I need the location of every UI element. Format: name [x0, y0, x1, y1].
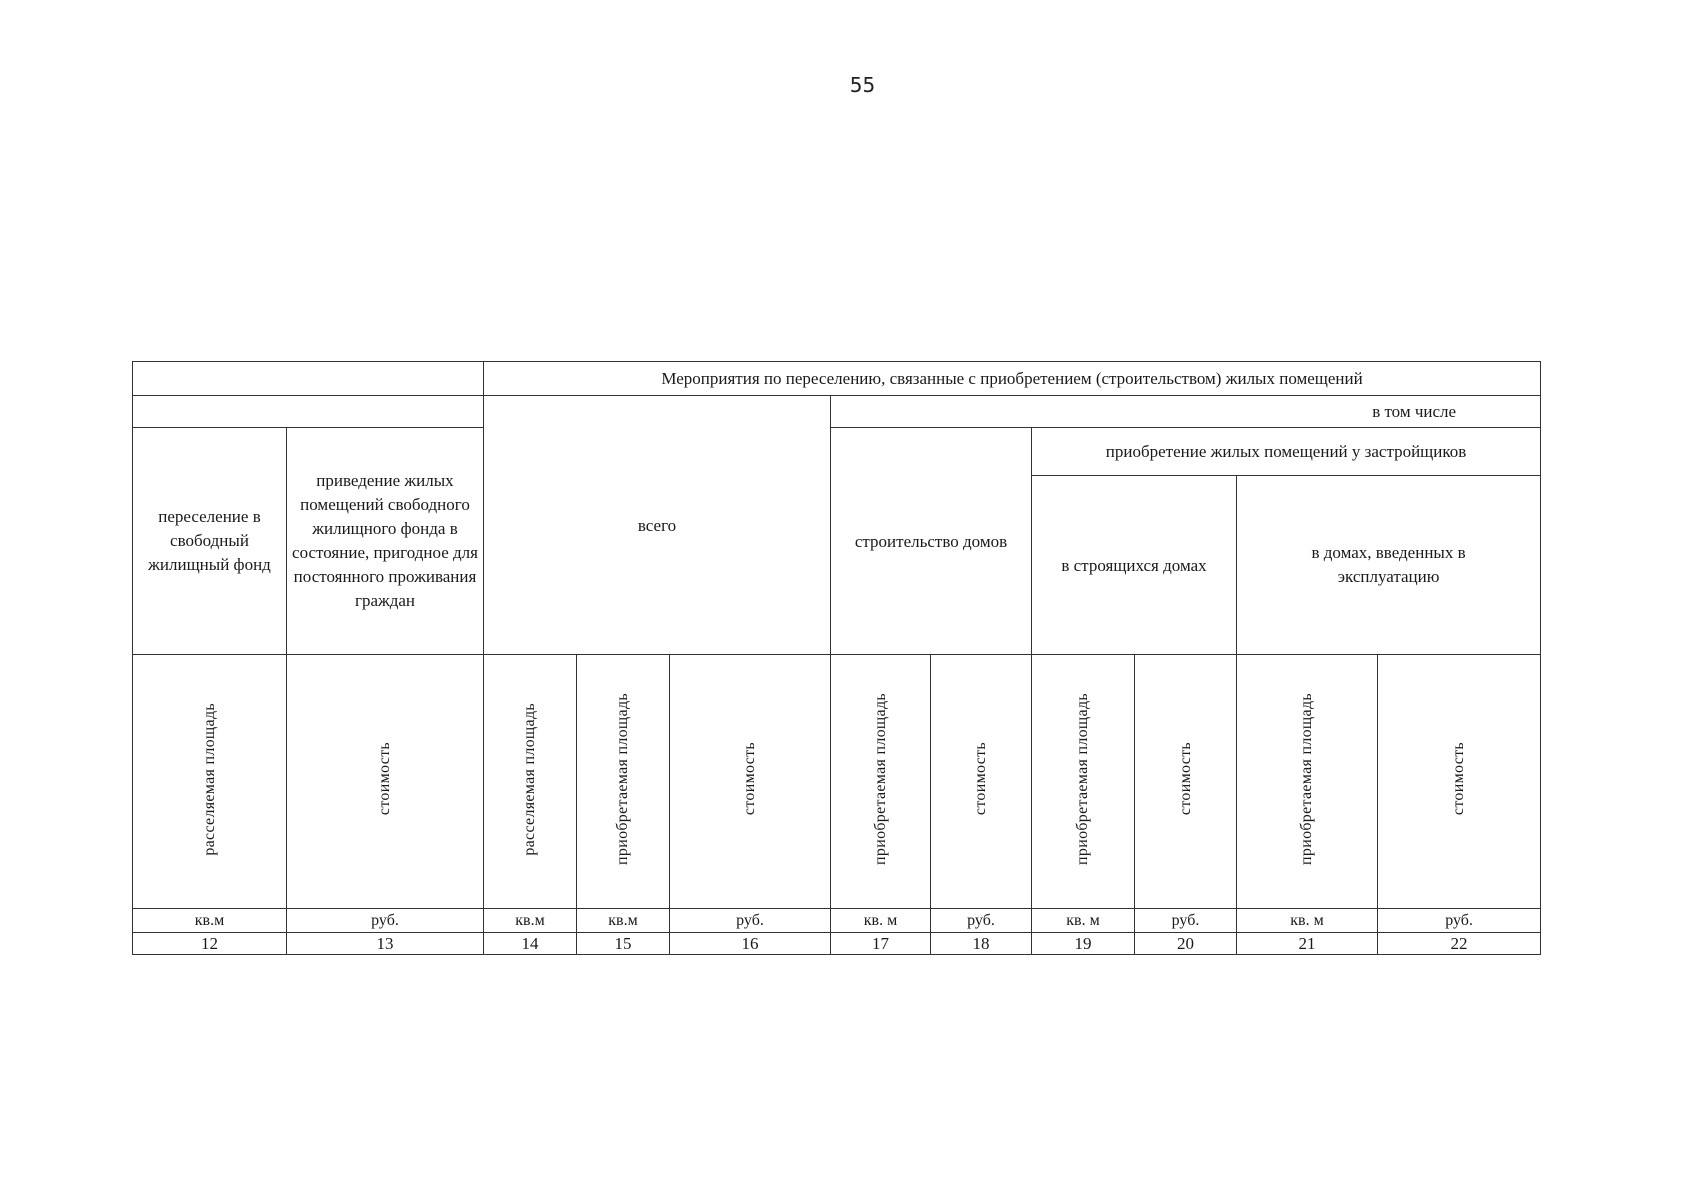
- column-header-16: [670, 655, 831, 909]
- vertical-label: расселяемая площадь: [521, 702, 538, 856]
- page-number: 55: [849, 73, 876, 97]
- unit-cell: руб.: [670, 909, 831, 933]
- column-header-12: [133, 655, 287, 909]
- column-number: 17: [831, 933, 931, 955]
- column-header-13: [287, 655, 484, 909]
- column-header-22: [1378, 655, 1541, 909]
- vertical-label: стоимость: [741, 742, 758, 816]
- house-construction-header: строительство домов: [831, 428, 1032, 655]
- unit-cell: руб.: [287, 909, 484, 933]
- under-construction-header: в строящихся домах: [1032, 476, 1237, 655]
- column-number: 15: [577, 933, 670, 955]
- vertical-label: стоимость: [1450, 742, 1468, 816]
- acquisition-developers-header: приобретение жилых помещений у застройщиков: [1032, 428, 1541, 476]
- column-header-15: [577, 655, 670, 909]
- resettlement-free-fund-header: переселение в свободный жилищный фонд: [133, 428, 287, 655]
- vertical-label: стоимость: [376, 742, 393, 816]
- in-total-header: в том числе: [831, 396, 1541, 428]
- empty-header-cell: [133, 362, 484, 396]
- column-header-17: [831, 655, 931, 909]
- unit-cell: кв. м: [1237, 909, 1378, 933]
- column-number: 13: [287, 933, 484, 955]
- vertical-label: приобретаемая площадь: [871, 693, 889, 865]
- vertical-label: стоимость: [1176, 742, 1194, 816]
- unit-cell: кв. м: [1032, 909, 1135, 933]
- vertical-label: приобретаемая площадь: [1074, 693, 1091, 865]
- unit-cell: руб.: [1135, 909, 1237, 933]
- unit-cell: руб.: [931, 909, 1032, 933]
- column-number: 18: [931, 933, 1032, 955]
- unit-cell: кв.м: [577, 909, 670, 933]
- column-header-20: [1135, 655, 1237, 909]
- vertical-label: стоимость: [972, 742, 989, 816]
- column-number: 21: [1237, 933, 1378, 955]
- empty-header-cell: [133, 396, 484, 428]
- column-number: 22: [1378, 933, 1541, 955]
- vertical-label: расселяемая площадь: [200, 702, 218, 856]
- unit-cell: кв. м: [831, 909, 931, 933]
- column-header-21: [1237, 655, 1378, 909]
- commissioned-header: в домах, введенных в эксплуатацию: [1237, 476, 1541, 655]
- column-number: 14: [484, 933, 577, 955]
- column-number: 19: [1032, 933, 1135, 955]
- vertical-label: приобретаемая площадь: [1298, 693, 1315, 865]
- column-header-14: [484, 655, 577, 909]
- main-header: Мероприятия по переселению, связанные с приобретением (строительством) жилых помещений: [484, 362, 1541, 396]
- total-header: всего: [484, 396, 831, 655]
- unit-cell: кв.м: [484, 909, 577, 933]
- resettlement-table: [132, 361, 1541, 955]
- column-header-18: [931, 655, 1032, 909]
- column-number: 20: [1135, 933, 1237, 955]
- vertical-label: приобретаемая площадь: [614, 693, 631, 865]
- unit-cell: кв.м: [133, 909, 287, 933]
- bringing-premises-header: приведение жилых помещений свободного жилищного фонда в состояние, пригодное для постоянного проживания граждан: [287, 428, 484, 655]
- column-number: 16: [670, 933, 831, 955]
- column-header-19: [1032, 655, 1135, 909]
- unit-cell: руб.: [1378, 909, 1541, 933]
- column-number: 12: [133, 933, 287, 955]
